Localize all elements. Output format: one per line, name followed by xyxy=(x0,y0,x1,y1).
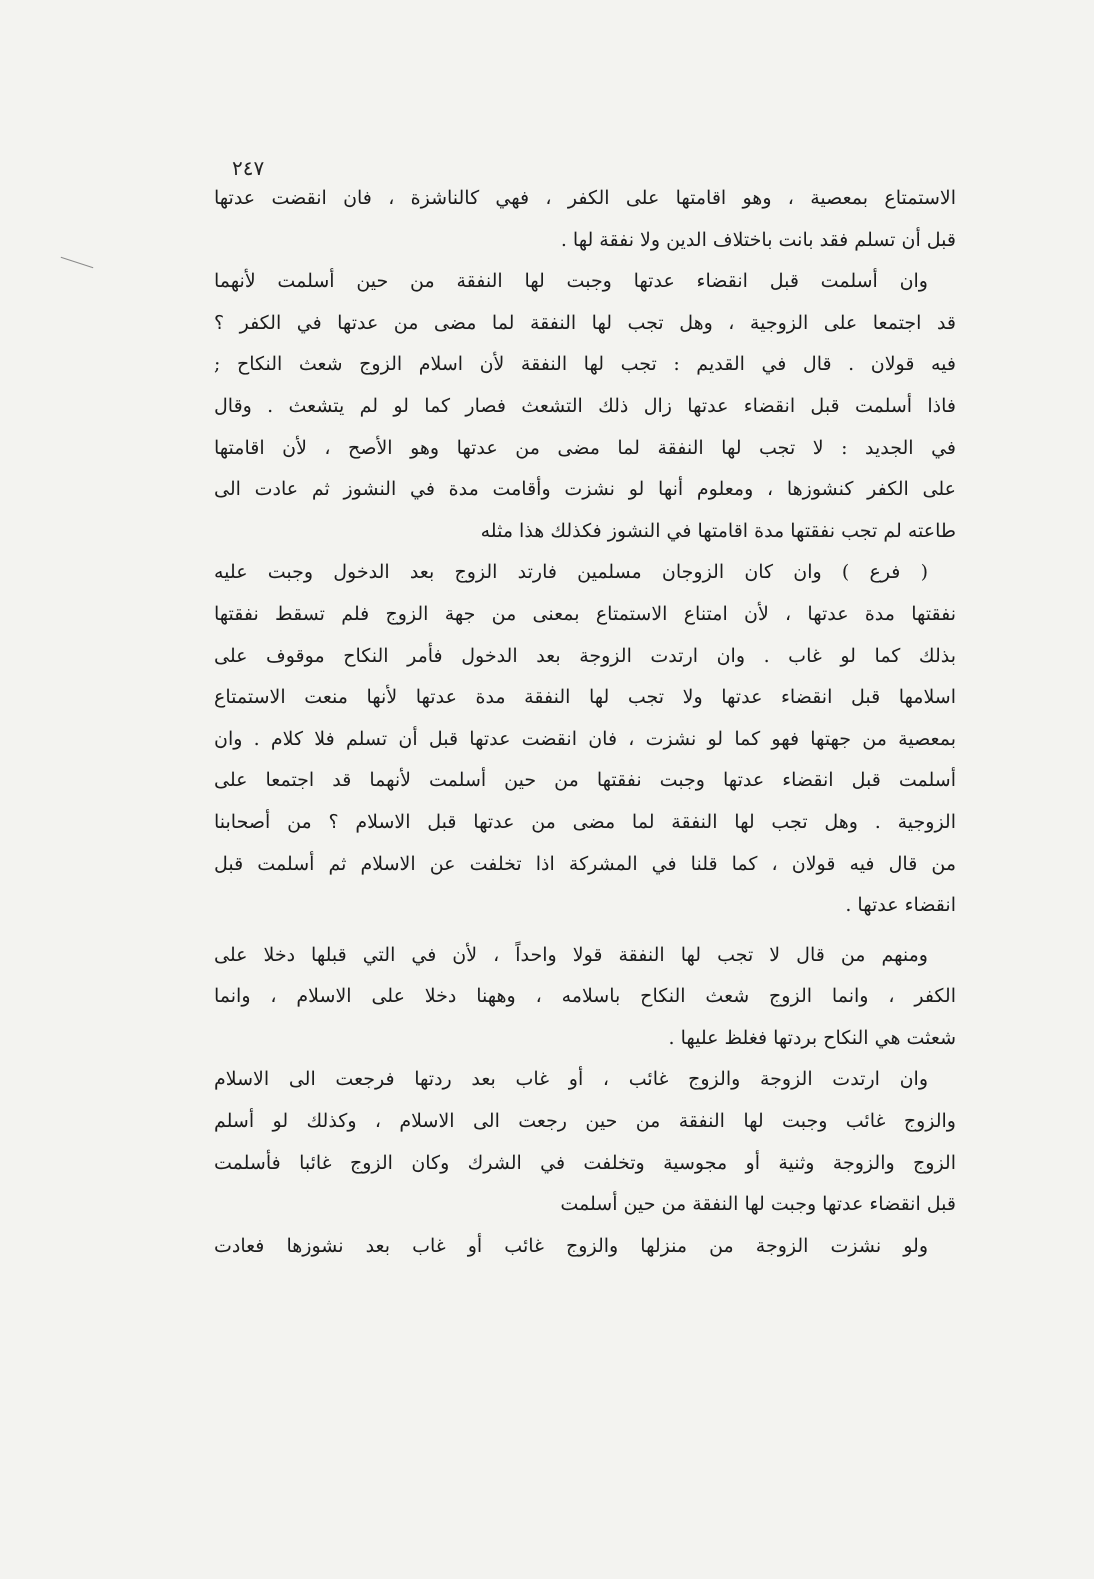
text-line: بمعصية من جهتها فهو كما لو نشزت ، فان انقضت عدتها قبل أن تسلم فلا كلام . وان xyxy=(214,727,956,750)
text-line: ( فرع ) وان كان الزوجان مسلمين فارتد الزوج بعد الدخول وجبت عليه xyxy=(214,561,928,584)
text-line: أسلمت قبل انقضاء عدتها وجبت نفقتها من حين أسلمت لأنهما قد اجتمعا على xyxy=(214,769,956,792)
text-line: من قال فيه قولان ، كما قلنا في المشركة اذا تخلفت عن الاسلام ثم أسلمت قبل xyxy=(214,852,956,875)
text-line: قد اجتمعا على الزوجية ، وهل تجب لها النفقة لما مضى من عدتها في الكفر ؟ xyxy=(214,311,956,334)
text-line: بذلك كما لو غاب . وان ارتدت الزوجة بعد الدخول فأمر النكاح موقوف على xyxy=(214,644,956,667)
text-line: انقضاء عدتها . xyxy=(845,894,956,917)
margin-pencil-mark xyxy=(61,257,94,268)
text-line: فاذا أسلمت قبل انقضاء عدتها زال ذلك التشعث فصار كما لو لم يتشعث . وقال xyxy=(214,394,956,417)
text-line: والزوج غائب وجبت لها النفقة من حين رجعت الى الاسلام ، وكذلك لو أسلم xyxy=(214,1110,956,1133)
text-line: ولو نشزت الزوجة من منزلها والزوج غائب أو غاب بعد نشوزها فعادت xyxy=(214,1234,928,1257)
text-line: على الكفر كنشوزها ، ومعلوم أنها لو نشزت وأقامت مدة في النشوز ثم عادت الى xyxy=(214,478,956,501)
text-line: نفقتها مدة عدتها ، لأن امتناع الاستمتاع بمعنى من جهة الزوج فلم تسقط نفقتها xyxy=(214,602,956,625)
text-line: الزوج والزوجة وثنية أو مجوسية وتخلفت في الشرك وكان الزوج غائبا فأسلمت xyxy=(214,1151,956,1174)
text-line: الاستمتاع بمعصية ، وهو اقامتها على الكفر ، فهي كالناشزة ، فان انقضت عدتها xyxy=(214,187,956,209)
text-line: طاعته لم تجب نفقتها مدة اقامتها في النشوز فكذلك هذا مثله xyxy=(480,519,956,542)
text-line: شعثت هي النكاح بردتها فغلظ عليها . xyxy=(668,1026,956,1049)
text-line: فيه قولان . قال في القديم : تجب لها النفقة لأن اسلام الزوج شعث النكاح ; xyxy=(214,353,956,376)
text-line: قبل انقضاء عدتها وجبت لها النفقة من حين أسلمت xyxy=(560,1193,956,1216)
text-line: ومنهم من قال لا تجب لها النفقة قولا واحداً ، لأن في التي قبلها دخلا على xyxy=(214,943,928,966)
text-line: وان أسلمت قبل انقضاء عدتها وجبت لها النفقة من حين أسلمت لأنهما xyxy=(214,270,928,293)
text-line: اسلامها قبل انقضاء عدتها ولا تجب لها النفقة مدة عدتها لأنها منعت الاستمتاع xyxy=(214,686,956,709)
text-line: الكفر ، وانما الزوج شعث النكاح باسلامه ، وههنا دخلا على الاسلام ، وانما xyxy=(214,985,956,1008)
page-number: ٢٤٧ xyxy=(232,156,265,180)
text-line: وان ارتدت الزوجة والزوج غائب ، أو غاب بعد ردتها فرجعت الى الاسلام xyxy=(214,1068,928,1091)
paragraph-gap xyxy=(214,927,956,935)
text-line: الزوجية . وهل تجب لها النفقة لما مضى من عدتها قبل الاسلام ؟ من أصحابنا xyxy=(214,810,956,833)
text-line: قبل أن تسلم فقد بانت باختلاف الدين ولا نفقة لها . xyxy=(560,228,956,251)
body-text xyxy=(214,178,956,1267)
text-line: في الجديد : لا تجب لها النفقة لما مضى من عدتها وهو الأصح ، لأن اقامتها xyxy=(214,436,956,459)
